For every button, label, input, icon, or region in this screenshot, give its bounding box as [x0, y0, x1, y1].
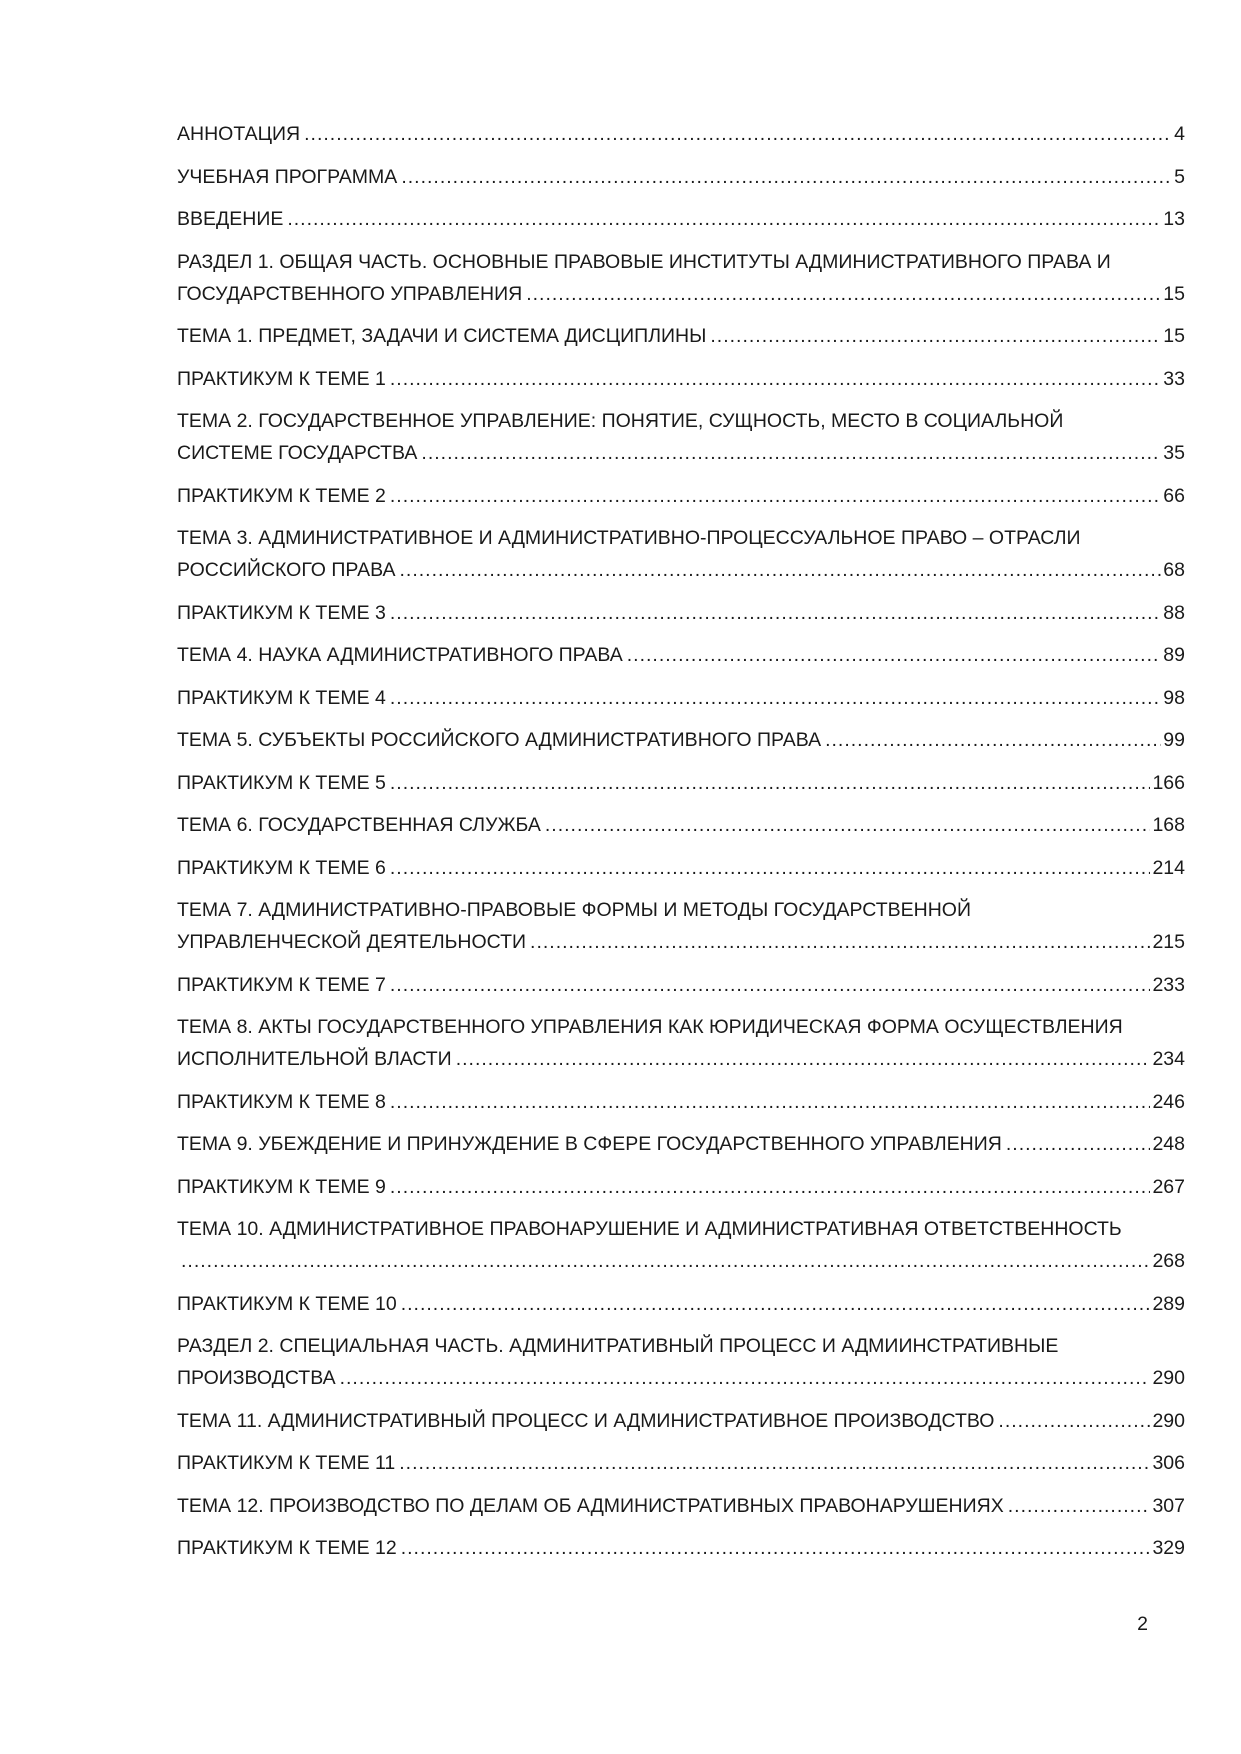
toc-entry-title: ТЕМА 9. УБЕЖДЕНИЕ И ПРИНУЖДЕНИЕ В СФЕРЕ ГОСУДАРСТВЕННОГО УПРАВЛЕНИЯ	[177, 1133, 1002, 1155]
toc-page-number: 66	[1163, 484, 1185, 507]
toc-entry-line	[177, 852, 1185, 884]
toc-entry[interactable]	[177, 1288, 1185, 1320]
toc-entry-title: СИСТЕМЕ ГОСУДАРСТВА	[177, 442, 418, 464]
toc-page-number: 233	[1152, 973, 1185, 996]
toc-page-number: 15	[1163, 282, 1185, 305]
toc-entry-title: ПРАКТИКУМ К ТЕМЕ 10	[177, 1292, 397, 1315]
toc-entry-line	[177, 809, 1185, 841]
toc-entry-line	[177, 724, 1185, 756]
toc-leader-dots	[390, 969, 1151, 1001]
toc-entry[interactable]	[177, 597, 1185, 629]
toc-entry[interactable]	[177, 1447, 1185, 1479]
toc-entry[interactable]	[177, 1011, 1185, 1075]
toc-leader-dots	[390, 480, 1161, 512]
toc-entry-line	[177, 1447, 1185, 1479]
toc-entry-title: ТЕМА 1. ПРЕДМЕТ, ЗАДАЧИ И СИСТЕМА ДИСЦИПЛИНЫ	[177, 325, 707, 347]
toc-entry-title: ТЕМА 11. АДМИНИСТРАТИВНЫЙ ПРОЦЕСС И АДМИНИСТРАТИВНОЕ ПРОИЗВОДСТВО	[177, 1409, 995, 1432]
toc-entry-title-line: РАЗДЕЛ 2. СПЕЦИАЛЬНАЯ ЧАСТЬ. АДМИНИТРАТИВНЫЙ ПРОЦЕСС И АДМИИНСТРАТИВНЫЕ	[177, 1335, 1059, 1357]
toc-entry[interactable]	[177, 724, 1185, 756]
toc-leader-dots	[390, 767, 1151, 799]
toc-leader-dots	[1008, 1490, 1151, 1522]
toc-entry-line	[177, 554, 1185, 586]
toc-entry-title: ПРАКТИКУМ К ТЕМЕ 12	[177, 1537, 397, 1559]
toc-entry-line	[177, 969, 1185, 1001]
toc-leader-dots	[456, 1043, 1151, 1075]
toc-entry-title: ПРАКТИКУМ К ТЕМЕ 11	[177, 1452, 396, 1474]
toc-entry[interactable]	[177, 1330, 1185, 1394]
toc-entry[interactable]	[177, 405, 1185, 469]
toc-entry-line	[177, 320, 1185, 352]
toc-entry-line	[177, 639, 1185, 671]
toc-entry-title: ПРАКТИКУМ К ТЕМЕ 6	[177, 856, 386, 879]
toc-entry[interactable]	[177, 363, 1185, 395]
toc-entry[interactable]	[177, 1405, 1185, 1437]
toc-entry-title: ТЕМА 6. ГОСУДАРСТВЕННАЯ СЛУЖБА	[177, 814, 541, 836]
toc-entry[interactable]	[177, 161, 1185, 193]
toc-entry-line	[177, 1171, 1185, 1203]
toc-page-number: 268	[1152, 1250, 1185, 1272]
toc-leader-dots	[390, 363, 1161, 395]
toc-page-number: 168	[1152, 814, 1185, 836]
toc-leader-dots	[390, 597, 1161, 629]
toc-leader-dots	[710, 320, 1161, 352]
toc-leader-dots	[526, 278, 1161, 310]
toc-entry-title: ПРАКТИКУМ К ТЕМЕ 3	[177, 601, 386, 624]
toc-entry-line	[177, 682, 1185, 714]
toc-page-number: 289	[1152, 1292, 1185, 1315]
toc-entry-title-line: РАЗДЕЛ 1. ОБЩАЯ ЧАСТЬ. ОСНОВНЫЕ ПРАВОВЫЕ ИНСТИТУТЫ АДМИНИСТРАТИВНОГО ПРАВА И	[177, 250, 1111, 273]
toc-page-number: 234	[1152, 1048, 1185, 1070]
toc-leader-dots	[545, 809, 1151, 841]
toc-leader-dots	[530, 926, 1150, 958]
table-of-contents	[177, 118, 1185, 1575]
toc-entry[interactable]	[177, 1171, 1185, 1203]
toc-entry[interactable]	[177, 1128, 1185, 1160]
toc-entry[interactable]	[177, 809, 1185, 841]
toc-leader-dots	[390, 852, 1151, 884]
toc-leader-dots	[181, 1245, 1150, 1277]
toc-page-number: 5	[1174, 165, 1185, 188]
toc-entry-title: ВВЕДЕНИЕ	[177, 208, 284, 230]
toc-page-number: 248	[1152, 1133, 1185, 1155]
toc-entry-title: ПРАКТИКУМ К ТЕМЕ 4	[177, 686, 386, 709]
toc-leader-dots	[627, 639, 1162, 671]
toc-entry-line	[177, 1043, 1185, 1075]
toc-page-number: 33	[1163, 367, 1185, 390]
toc-entry-line	[177, 437, 1185, 469]
toc-entry-title: ТЕМА 5. СУБЪЕКТЫ РОССИЙСКОГО АДМИНИСТРАТИВНОГО ПРАВА	[177, 729, 822, 751]
toc-entry[interactable]	[177, 852, 1185, 884]
toc-entry-title: РОССИЙСКОГО ПРАВА	[177, 559, 396, 581]
toc-leader-dots	[401, 161, 1172, 193]
toc-entry[interactable]	[177, 1213, 1185, 1277]
toc-entry-line	[177, 1405, 1185, 1437]
toc-page-number: 215	[1152, 931, 1185, 953]
toc-entry[interactable]	[177, 767, 1185, 799]
toc-entry-title-line: ТЕМА 8. АКТЫ ГОСУДАРСТВЕННОГО УПРАВЛЕНИЯ КАК ЮРИДИЧЕСКАЯ ФОРМА ОСУЩЕСТВЛЕНИЯ	[177, 1016, 1123, 1038]
toc-entry-title: ТЕМА 12. ПРОИЗВОДСТВО ПО ДЕЛАМ ОБ АДМИНИСТРАТИВНЫХ ПРАВОНАРУШЕНИЯХ	[177, 1494, 1004, 1517]
toc-leader-dots	[399, 1447, 1150, 1479]
toc-leader-dots	[390, 682, 1161, 714]
toc-entry-line	[177, 767, 1185, 799]
toc-entry-line	[177, 203, 1185, 235]
toc-leader-dots	[825, 724, 1161, 756]
toc-page-number: 246	[1152, 1090, 1185, 1113]
toc-leader-dots	[399, 554, 1161, 586]
toc-page-number: 290	[1152, 1409, 1185, 1432]
toc-page-number: 88	[1163, 601, 1185, 624]
toc-entry-line	[177, 278, 1185, 310]
toc-entry-title: УЧЕБНАЯ ПРОГРАММА	[177, 165, 398, 188]
toc-leader-dots	[304, 118, 1172, 150]
toc-entry-title-line: ТЕМА 3. АДМИНИСТРАТИВНОЕ И АДМИНИСТРАТИВНО-ПРОЦЕССУАЛЬНОЕ ПРАВО – ОТРАСЛИ	[177, 527, 1081, 549]
toc-entry-title: УПРАВЛЕНЧЕСКОЙ ДЕЯТЕЛЬНОСТИ	[177, 931, 527, 953]
toc-entry-title: ПРАКТИКУМ К ТЕМЕ 1	[177, 367, 386, 390]
toc-entry-line	[177, 1288, 1185, 1320]
toc-entry-line	[177, 1490, 1185, 1522]
toc-leader-dots	[390, 1171, 1151, 1203]
toc-leader-dots	[401, 1532, 1151, 1564]
toc-entry-title: ТЕМА 4. НАУКА АДМИНИСТРАТИВНОГО ПРАВА	[177, 644, 623, 666]
toc-entry-line	[177, 1532, 1185, 1564]
toc-page-number: 329	[1152, 1537, 1185, 1559]
toc-entry-line	[177, 1362, 1185, 1394]
toc-entry-line	[177, 926, 1185, 958]
toc-entry-title: ПРАКТИКУМ К ТЕМЕ 2	[177, 484, 386, 507]
page-number: 2	[1137, 1613, 1148, 1635]
toc-entry-title: ПРАКТИКУМ К ТЕМЕ 5	[177, 771, 386, 794]
toc-entry-title: ГОСУДАРСТВЕННОГО УПРАВЛЕНИЯ	[177, 282, 523, 305]
toc-entry[interactable]	[177, 1490, 1185, 1522]
toc-entry-line	[177, 161, 1185, 193]
toc-entry[interactable]	[177, 246, 1185, 310]
toc-entry[interactable]	[177, 118, 1185, 150]
toc-page-number: 15	[1163, 325, 1185, 347]
toc-page-number: 267	[1152, 1175, 1185, 1198]
toc-entry[interactable]	[177, 682, 1185, 714]
toc-entry[interactable]	[177, 203, 1185, 235]
toc-entry[interactable]	[177, 320, 1185, 352]
toc-page-number: 306	[1152, 1452, 1185, 1474]
toc-entry[interactable]	[177, 969, 1185, 1001]
toc-entry-line	[177, 1245, 1185, 1277]
toc-entry-title-line: ТЕМА 7. АДМИНИСТРАТИВНО-ПРАВОВЫЕ ФОРМЫ И МЕТОДЫ ГОСУДАРСТВЕННОЙ	[177, 899, 971, 921]
toc-page-number: 290	[1152, 1367, 1185, 1389]
toc-entry-title-line: ТЕМА 10. АДМИНИСТРАТИВНОЕ ПРАВОНАРУШЕНИЕ И АДМИНИСТРАТИВНАЯ ОТВЕТСТВЕННОСТЬ	[177, 1218, 1122, 1240]
toc-entry-line	[177, 597, 1185, 629]
toc-leader-dots	[287, 203, 1161, 235]
toc-entry-line	[177, 480, 1185, 512]
toc-entry-title: ПРАКТИКУМ К ТЕМЕ 7	[177, 973, 386, 996]
toc-entry-title: АННОТАЦИЯ	[177, 123, 301, 145]
toc-entry-title: ПРОИЗВОДСТВА	[177, 1367, 336, 1389]
toc-entry-title: ПРАКТИКУМ К ТЕМЕ 8	[177, 1090, 386, 1113]
toc-page-number: 35	[1163, 442, 1185, 464]
toc-page-number: 68	[1163, 559, 1185, 581]
toc-entry[interactable]	[177, 480, 1185, 512]
toc-entry[interactable]	[177, 639, 1185, 671]
toc-page-number: 99	[1163, 729, 1185, 751]
toc-leader-dots	[340, 1362, 1151, 1394]
toc-leader-dots	[421, 437, 1161, 469]
toc-page-number: 13	[1163, 208, 1185, 230]
toc-page-number: 214	[1152, 856, 1185, 879]
toc-page-number: 4	[1174, 123, 1185, 145]
toc-leader-dots	[1006, 1128, 1151, 1160]
toc-entry-line	[177, 363, 1185, 395]
toc-leader-dots	[401, 1288, 1151, 1320]
toc-page-number: 98	[1163, 686, 1185, 709]
toc-entry[interactable]	[177, 1086, 1185, 1118]
toc-entry-title: ПРАКТИКУМ К ТЕМЕ 9	[177, 1175, 386, 1198]
toc-entry-line	[177, 118, 1185, 150]
toc-entry[interactable]	[177, 522, 1185, 586]
toc-leader-dots	[390, 1086, 1151, 1118]
toc-entry[interactable]	[177, 1532, 1185, 1564]
toc-entry[interactable]	[177, 894, 1185, 958]
toc-entry-line	[177, 1086, 1185, 1118]
toc-entry-title-line: ТЕМА 2. ГОСУДАРСТВЕННОЕ УПРАВЛЕНИЕ: ПОНЯТИЕ, СУЩНОСТЬ, МЕСТО В СОЦИАЛЬНОЙ	[177, 410, 1064, 432]
toc-entry-title: ИСПОЛНИТЕЛЬНОЙ ВЛАСТИ	[177, 1048, 452, 1070]
toc-page-number: 307	[1152, 1494, 1185, 1517]
toc-page-number: 89	[1163, 644, 1185, 666]
toc-entry-line	[177, 1128, 1185, 1160]
toc-leader-dots	[998, 1405, 1150, 1437]
toc-page-number: 166	[1152, 771, 1185, 794]
